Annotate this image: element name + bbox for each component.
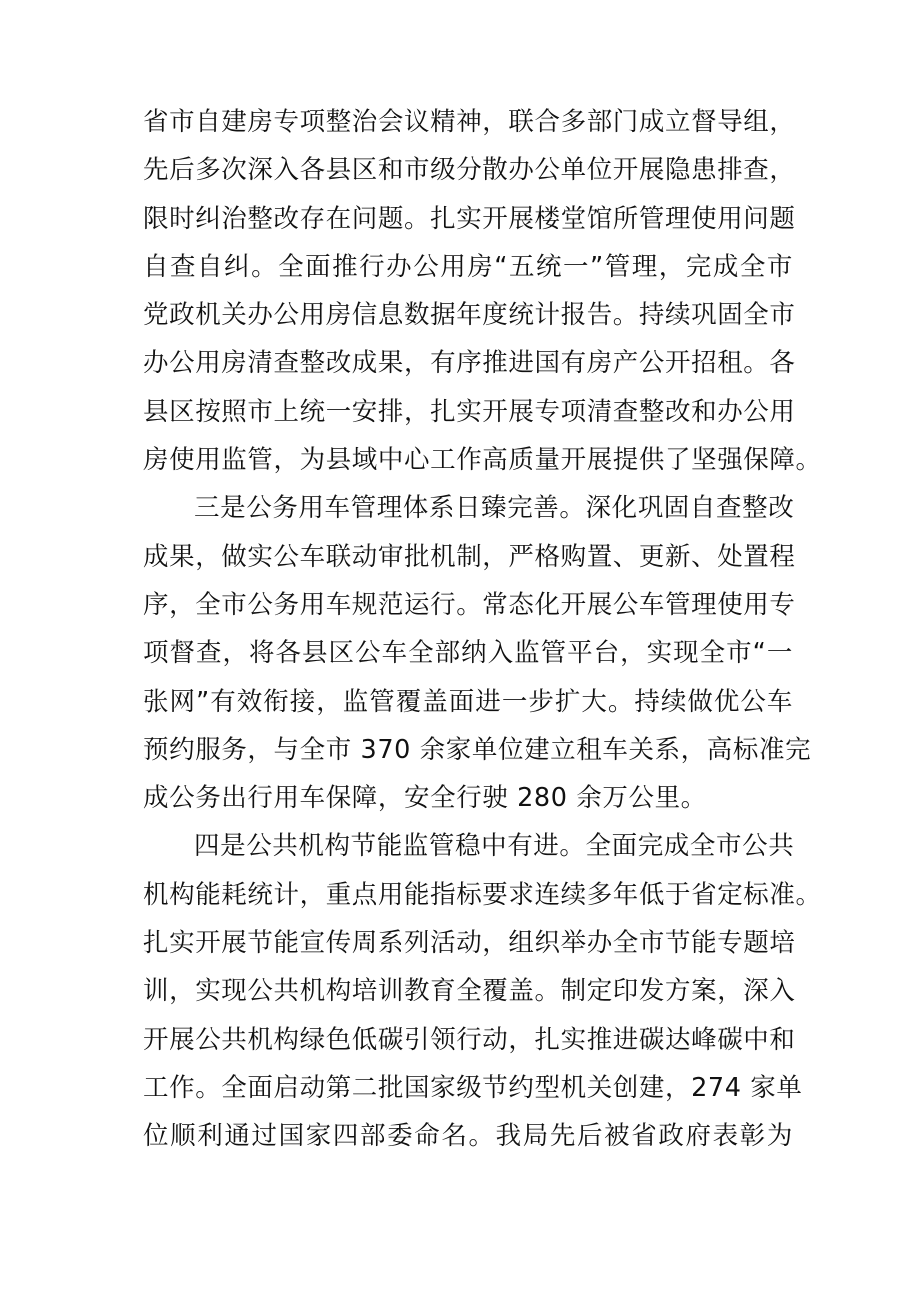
text-line: 机构能耗统计，重点用能指标要求连续多年低于省定标准。 bbox=[143, 879, 822, 910]
text-line: 省市自建房专项整治会议精神，联合多部门成立督导组， bbox=[143, 107, 796, 137]
text-line: 办公用房清查整改成果，有序推进国有房产公开招租。各 bbox=[143, 348, 796, 379]
text-line: 成公务出行用车保障，安全行驶 280 余万公里。 bbox=[143, 783, 707, 814]
text-line: 限时纠治整改存在问题。扎实开展楼堂馆所管理使用问题 bbox=[143, 203, 796, 234]
text-line: 工作。全面启动第二批国家级节约型机关创建，274 家单 bbox=[143, 1072, 803, 1103]
text-line: 先后多次深入各县区和市级分散办公单位开展隐患排查， bbox=[143, 155, 796, 186]
text-line: 张网”有效衔接，监管覆盖面进一步扩大。持续做优公车 bbox=[143, 686, 793, 717]
body-text bbox=[143, 98, 822, 1161]
text-line: 预约服务，与全市 370 余家单位建立租车关系，高标准完 bbox=[143, 734, 812, 765]
text-line: 开展公共机构绿色低碳引领行动，扎实推进碳达峰碳中和 bbox=[143, 1024, 796, 1055]
text-line: 训，实现公共机构培训教育全覆盖。制定印发方案，深入 bbox=[143, 976, 796, 1007]
paragraph-official-vehicles bbox=[143, 484, 812, 822]
text-line: 位顺利通过国家四部委命名。我局先后被省政府表彰为 bbox=[143, 1121, 793, 1152]
text-line: 自查自纠。全面推行办公用房“五统一”管理，完成全市 bbox=[143, 251, 793, 282]
paragraph-office-housing bbox=[143, 98, 822, 484]
text-line: 成果，做实公车联动审批机制，严格购置、更新、处置程 bbox=[143, 541, 796, 572]
text-line: 党政机关办公用房信息数据年度统计报告。持续巩固全市 bbox=[143, 300, 796, 331]
text-line: 项督查，将各县区公车全部纳入监管平台，实现全市“一 bbox=[143, 638, 793, 669]
text-line: 县区按照市上统一安排，扎实开展专项清查整改和办公用 bbox=[143, 396, 796, 427]
text-line: 三是公务用车管理体系日臻完善。深化巩固自查整改 bbox=[194, 493, 795, 524]
text-line: 扎实开展节能宣传周系列活动，组织举办全市节能专题培 bbox=[143, 928, 796, 959]
text-line: 房使用监管，为县域中心工作高质量开展提供了坚强保障。 bbox=[143, 445, 822, 476]
paragraph-energy-saving bbox=[143, 822, 822, 1160]
text-line: 四是公共机构节能监管稳中有进。全面完成全市公共 bbox=[194, 831, 795, 862]
text-line: 序，全市公务用车规范运行。常态化开展公车管理使用专 bbox=[143, 589, 796, 620]
